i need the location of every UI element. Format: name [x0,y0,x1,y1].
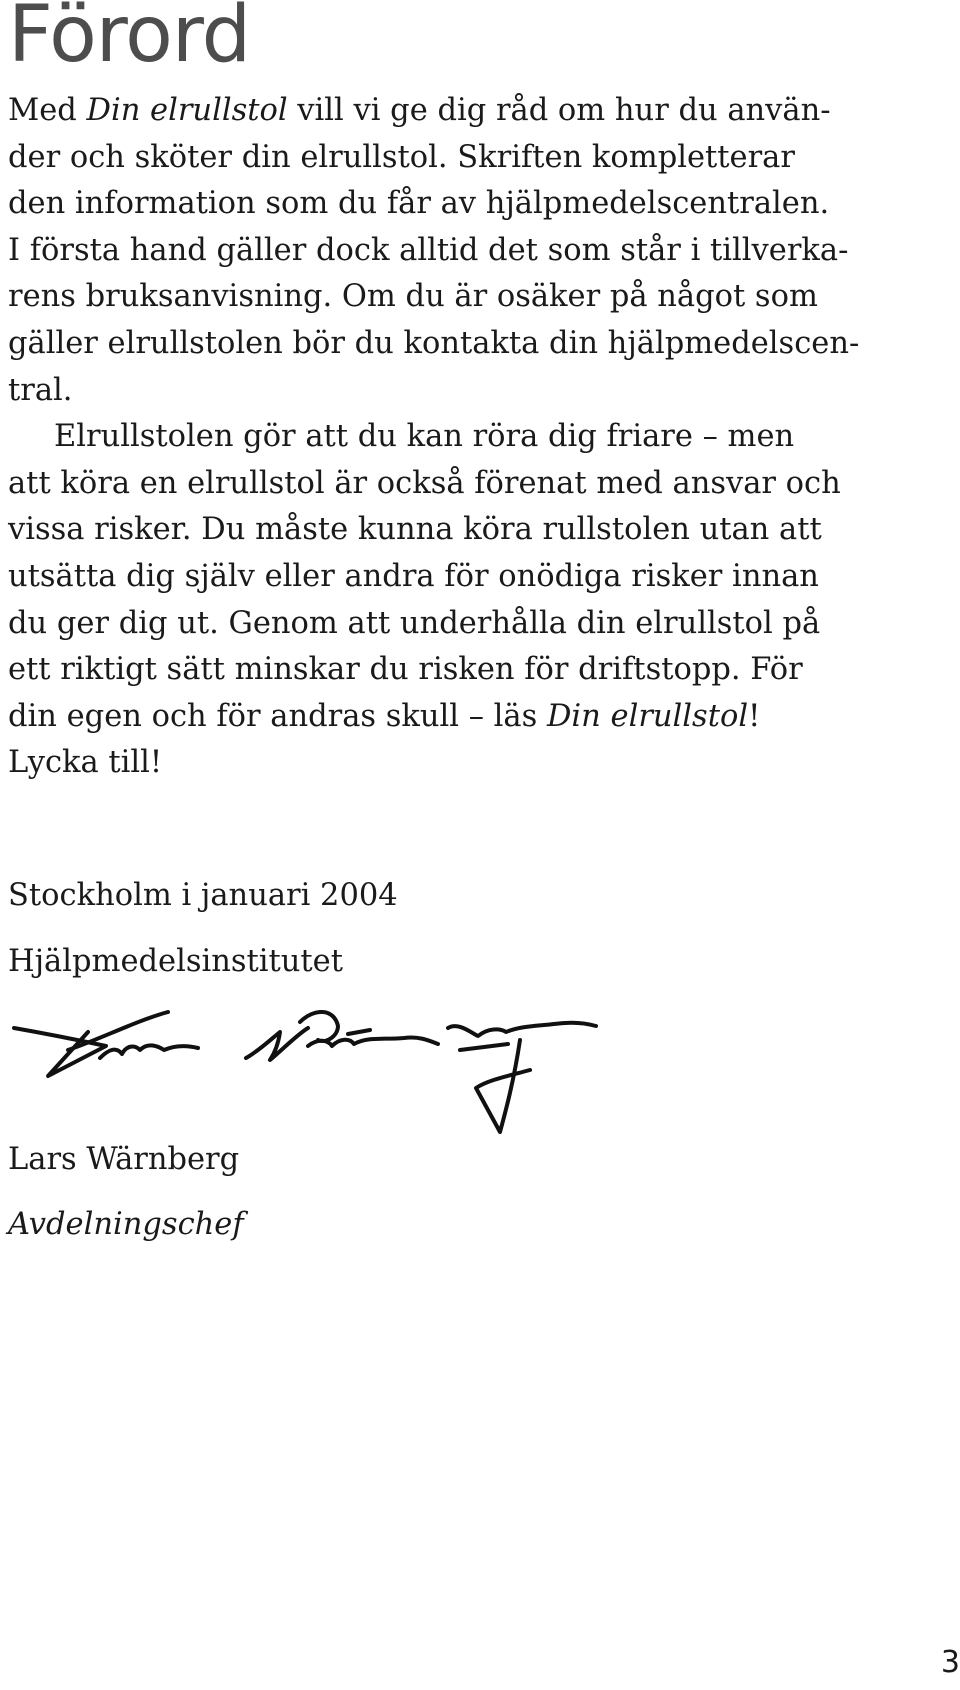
publication-title-italic: Din elrullstol [546,698,749,734]
paragraph-2-line-1: Elrullstolen gör att du kan röra dig friare – men [54,419,795,455]
paragraph-2-line-8: Lycka till! [8,745,163,781]
paragraph-1-line-1: Med Din elrullstol vill vi ge dig råd om hur du använ- [8,93,831,128]
paragraph-1-line-5: rens bruksanvisning. Om du är osäker på något som [8,279,818,315]
page-title: Förord [8,0,251,80]
handwritten-signature [8,1010,608,1145]
page-number: 3 [940,1645,960,1680]
paragraph-2-line-2: att köra en elrullstol är också förenat med ansvar och [8,465,841,501]
paragraph-2-line-4: utsätta dig själv eller andra för onödiga risker innan [8,558,819,594]
paragraph-2-line-3: vissa risker. Du måste kunna köra rullstolen utan att [8,512,822,548]
paragraph-1-line-2: der och sköter din elrullstol. Skriften kompletterar [8,139,795,175]
publication-title-italic: Din elrullstol [86,93,288,128]
place-date: Stockholm i januari 2004 [8,878,398,913]
paragraph-2-line-6: ett riktigt sätt minskar du risken för driftstopp. För [8,652,803,688]
signer-title: Avdelningschef [8,1207,244,1242]
paragraph-2-line-7: din egen och för andras skull – läs Din elrullstol! [8,698,761,734]
paragraph-1-line-3: den information som du får av hjälpmedelscentralen. [8,186,830,222]
paragraph-1-line-6: gäller elrullstolen bör du kontakta din hjälpmedelscen- [8,325,860,361]
signer-name: Lars Wärnberg [8,1142,240,1177]
organization-name: Hjälpmedelsinstitutet [8,944,343,979]
body-text [8,88,938,787]
paragraph-1-line-4: I första hand gäller dock alltid det som står i tillverka- [8,232,849,268]
paragraph-2-line-5: du ger dig ut. Genom att underhålla din elrullstol på [8,605,821,641]
paragraph-1-line-7: tral. [8,372,73,408]
